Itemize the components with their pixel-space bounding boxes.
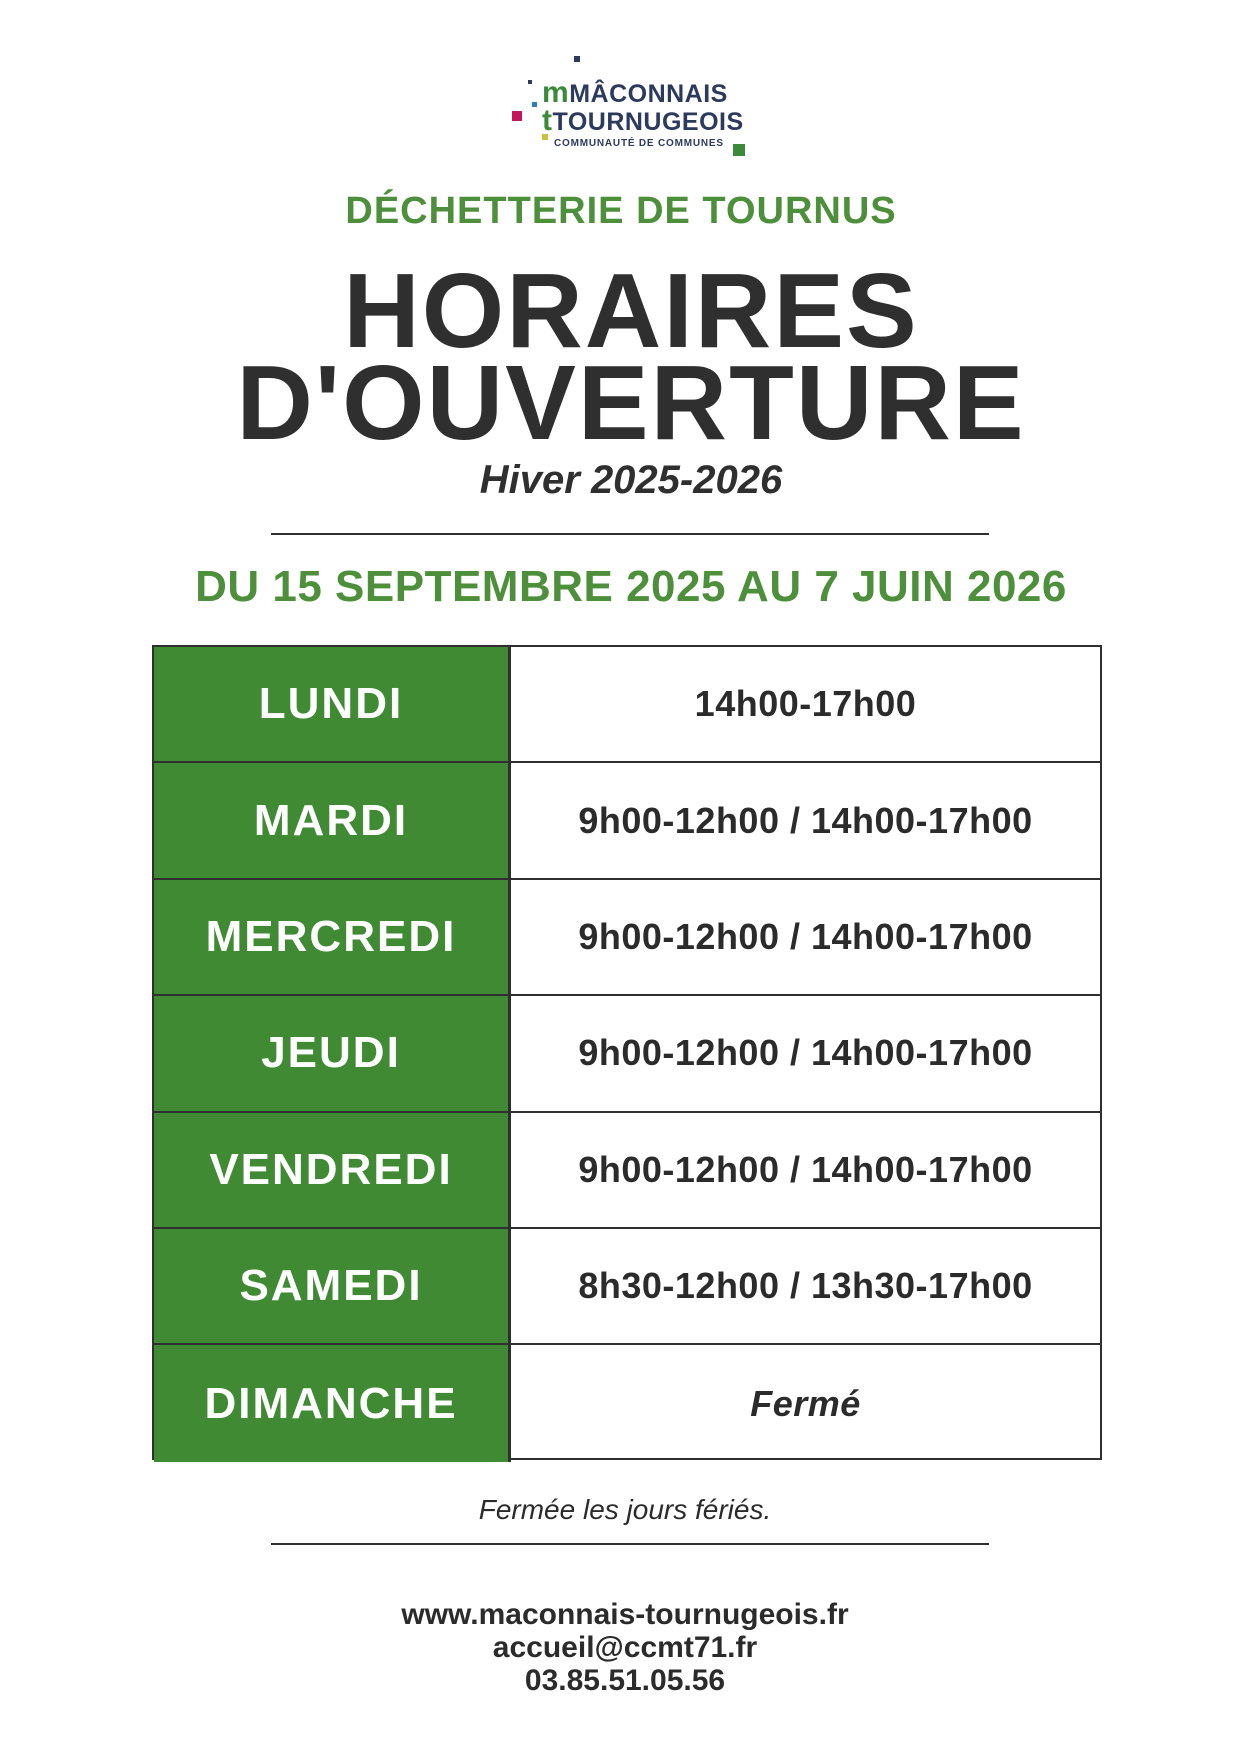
day-cell: SAMEDI bbox=[154, 1229, 511, 1343]
table-row bbox=[154, 763, 1100, 879]
hours-cell: 9h00-12h00 / 14h00-17h00 bbox=[578, 915, 1033, 957]
day-cell: JEUDI bbox=[154, 996, 511, 1110]
schedule-table bbox=[152, 645, 1102, 1460]
logo-text-maconnais: mMÂCONNAIS bbox=[542, 76, 728, 109]
table-row bbox=[154, 880, 1100, 996]
logo bbox=[506, 56, 766, 164]
website-link[interactable]: www.maconnais-tournugeois.fr bbox=[401, 1598, 849, 1631]
logo-square-pink bbox=[512, 111, 522, 121]
hours-cell: 9h00-12h00 / 14h00-17h00 bbox=[578, 799, 1033, 841]
period-label: DU 15 SEPTEMBRE 2025 AU 7 JUIN 2026 bbox=[195, 562, 1067, 611]
page-title-line2: D'OUVERTURE bbox=[236, 344, 1026, 462]
day-cell: MERCREDI bbox=[154, 880, 511, 994]
day-cell: VENDREDI bbox=[154, 1113, 511, 1227]
logo-subtext: COMMUNAUTÉ DE COMMUNES bbox=[554, 138, 724, 149]
logo-square-navy bbox=[574, 56, 580, 62]
logo-square-small bbox=[528, 80, 532, 84]
facility-name: DÉCHETTERIE DE TOURNUS bbox=[345, 190, 897, 232]
phone-number[interactable]: 03.85.51.05.56 bbox=[524, 1664, 726, 1697]
page-title-line1: HORAIRES bbox=[343, 252, 919, 370]
hours-cell-closed: Fermé bbox=[750, 1382, 861, 1424]
logo-square-blue bbox=[532, 102, 537, 107]
divider-bottom bbox=[271, 1543, 989, 1545]
table-row bbox=[154, 1113, 1100, 1229]
divider-top bbox=[271, 533, 989, 535]
logo-text-tournugeois: tTOURNUGEOIS bbox=[542, 104, 744, 137]
day-cell: LUNDI bbox=[154, 647, 511, 761]
table-row bbox=[154, 1345, 1100, 1461]
logo-square-green bbox=[733, 144, 745, 156]
hours-cell: 9h00-12h00 / 14h00-17h00 bbox=[578, 1148, 1033, 1190]
day-cell: MARDI bbox=[154, 763, 511, 877]
season-label: Hiver 2025-2026 bbox=[479, 458, 783, 502]
table-row bbox=[154, 996, 1100, 1112]
day-cell: DIMANCHE bbox=[154, 1345, 511, 1461]
table-row bbox=[154, 1229, 1100, 1345]
hours-cell: 8h30-12h00 / 13h30-17h00 bbox=[578, 1265, 1033, 1307]
hours-cell: 14h00-17h00 bbox=[694, 683, 917, 725]
email-link[interactable]: accueil@ccmt71.fr bbox=[492, 1631, 758, 1664]
table-row bbox=[154, 647, 1100, 763]
holiday-note: Fermée les jours fériés. bbox=[478, 1494, 772, 1525]
hours-cell: 9h00-12h00 / 14h00-17h00 bbox=[578, 1032, 1033, 1074]
